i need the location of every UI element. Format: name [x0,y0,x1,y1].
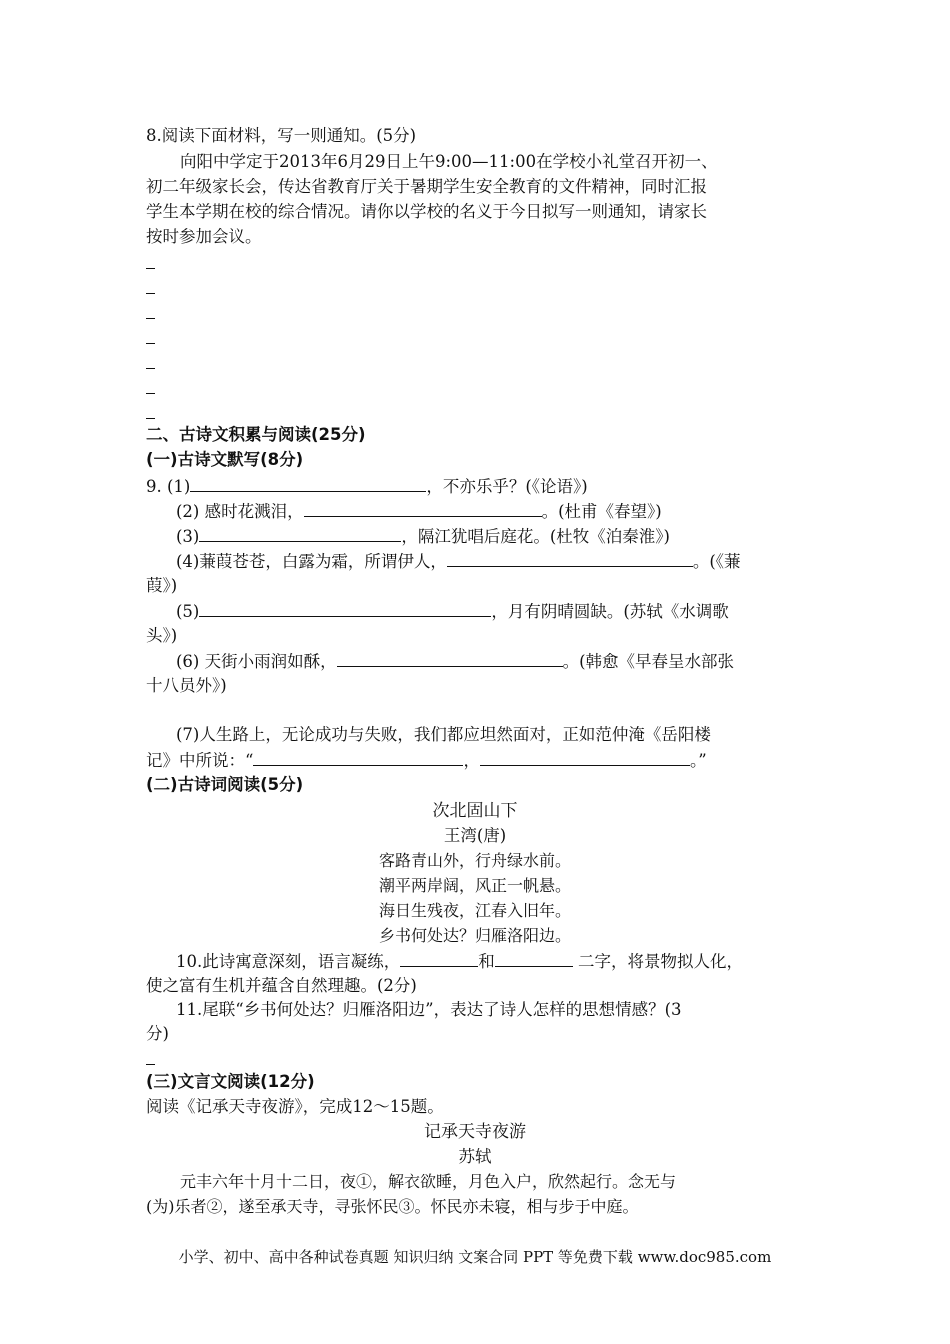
q10-cont: 使之富有生机并蕴含自然理趣。(2分) [146,976,417,995]
q9-item-7: (7)人生路上，无论成功与失败，我们都应坦然面对，正如范仲淹《岳阳楼 [176,725,711,744]
answer-line-mark [146,293,155,294]
poem-author: 王湾(唐) [443,826,507,845]
answer-line-mark [146,368,155,369]
page-footer: 小学、初中、高中各种试卷真题 知识归纳 文案合同 PPT 等免费下载 www.doc985.com [178,1248,772,1266]
poem-line: 乡书何处达？归雁洛阳边。 [378,926,571,945]
prose-line-1: 元丰六年十月十二日，夜①，解衣欲睡，月色入户，欣然起行。念无与 [180,1172,677,1191]
q8-paragraph-line-1: 向阳中学定于2013年6月29日上午9:00—11:00在学校小礼堂召开初一、 [180,152,718,171]
answer-line-mark [146,268,155,269]
q8-paragraph-line-2: 初二年级家长会，传达省教育厅关于暑期学生安全教育的文件精神，同时汇报 [146,177,707,196]
q11-cont: 分) [146,1024,169,1043]
answer-line-mark [146,418,155,419]
q9-item-7-cont: 记》中所说：“ ， 。” [146,751,707,770]
fill-blank[interactable] [447,550,693,567]
part-2-title: (二)古诗词阅读(5分) [146,775,304,794]
answer-line-mark [146,1064,155,1065]
fill-blank[interactable] [190,475,426,492]
q8-paragraph-line-4: 按时参加会议。 [146,227,262,246]
prose-title: 记承天寺夜游 [424,1122,526,1142]
q8-paragraph-line-3: 学生本学期在校的综合情况。请你以学校的名义于今日拟写一则通知，请家长 [146,202,707,221]
q9-item-4-cont: 葭》) [146,576,178,595]
part-3-intro: 阅读《记承天寺夜游》，完成12～15题。 [146,1097,444,1116]
q9-item-3: (3) ，隔江犹唱后庭花。(杜牧《泊秦淮》) [176,527,670,546]
q9-item-5-cont: 头》) [146,626,178,645]
answer-line-mark [146,343,155,344]
poem-title: 次北固山下 [432,801,518,821]
q10: 10.此诗寓意深刻，语言凝练， 和 二字，将景物拟人化， [176,952,743,971]
q8-title: 8.阅读下面材料，写一则通知。(5分) [146,126,417,145]
answer-line-mark [146,393,155,394]
part-1-title: (一)古诗文默写(8分) [146,450,304,469]
fill-blank[interactable] [480,749,690,766]
q9-item-2: (2) 感时花溅泪， 。(杜甫《春望》) [176,502,662,521]
poem-line: 客路青山外，行舟绿水前。 [378,851,571,870]
fill-blank[interactable] [253,749,463,766]
q9-item-5: (5) ，月有阴晴圆缺。(苏轼《水调歌 [176,602,729,621]
q11: 11.尾联“乡书何处达？归雁洛阳边”，表达了诗人怎样的思想情感？(3 [176,1000,682,1019]
part-3-title: (三)文言文阅读(12分) [146,1072,315,1091]
answer-line-mark [146,318,155,319]
fill-blank[interactable] [199,600,491,617]
fill-blank[interactable] [495,950,573,967]
q9-item-1: 9. (1) ，不亦乐乎？(《论语》) [146,477,588,496]
fill-blank[interactable] [400,950,478,967]
fill-blank[interactable] [199,525,401,542]
q9-item-6: (6) 天街小雨润如酥， 。(韩愈《早春呈水部张 [176,652,735,671]
fill-blank[interactable] [304,500,542,517]
poem-line: 潮平两岸阔，风正一帆悬。 [378,876,571,895]
section-2-title: 二、古诗文积累与阅读(25分) [146,425,366,444]
q9-item-6-cont: 十八员外》) [146,676,227,695]
prose-author: 苏轼 [458,1147,492,1166]
fill-blank[interactable] [337,650,563,667]
poem-line: 海日生残夜，江春入旧年。 [378,901,571,920]
q9-item-4: (4)蒹葭苍苍，白露为霜，所谓伊人， 。(《蒹 [176,552,741,571]
prose-line-2: (为)乐者②，遂至承天寺，寻张怀民③。怀民亦未寝，相与步于中庭。 [146,1197,639,1216]
